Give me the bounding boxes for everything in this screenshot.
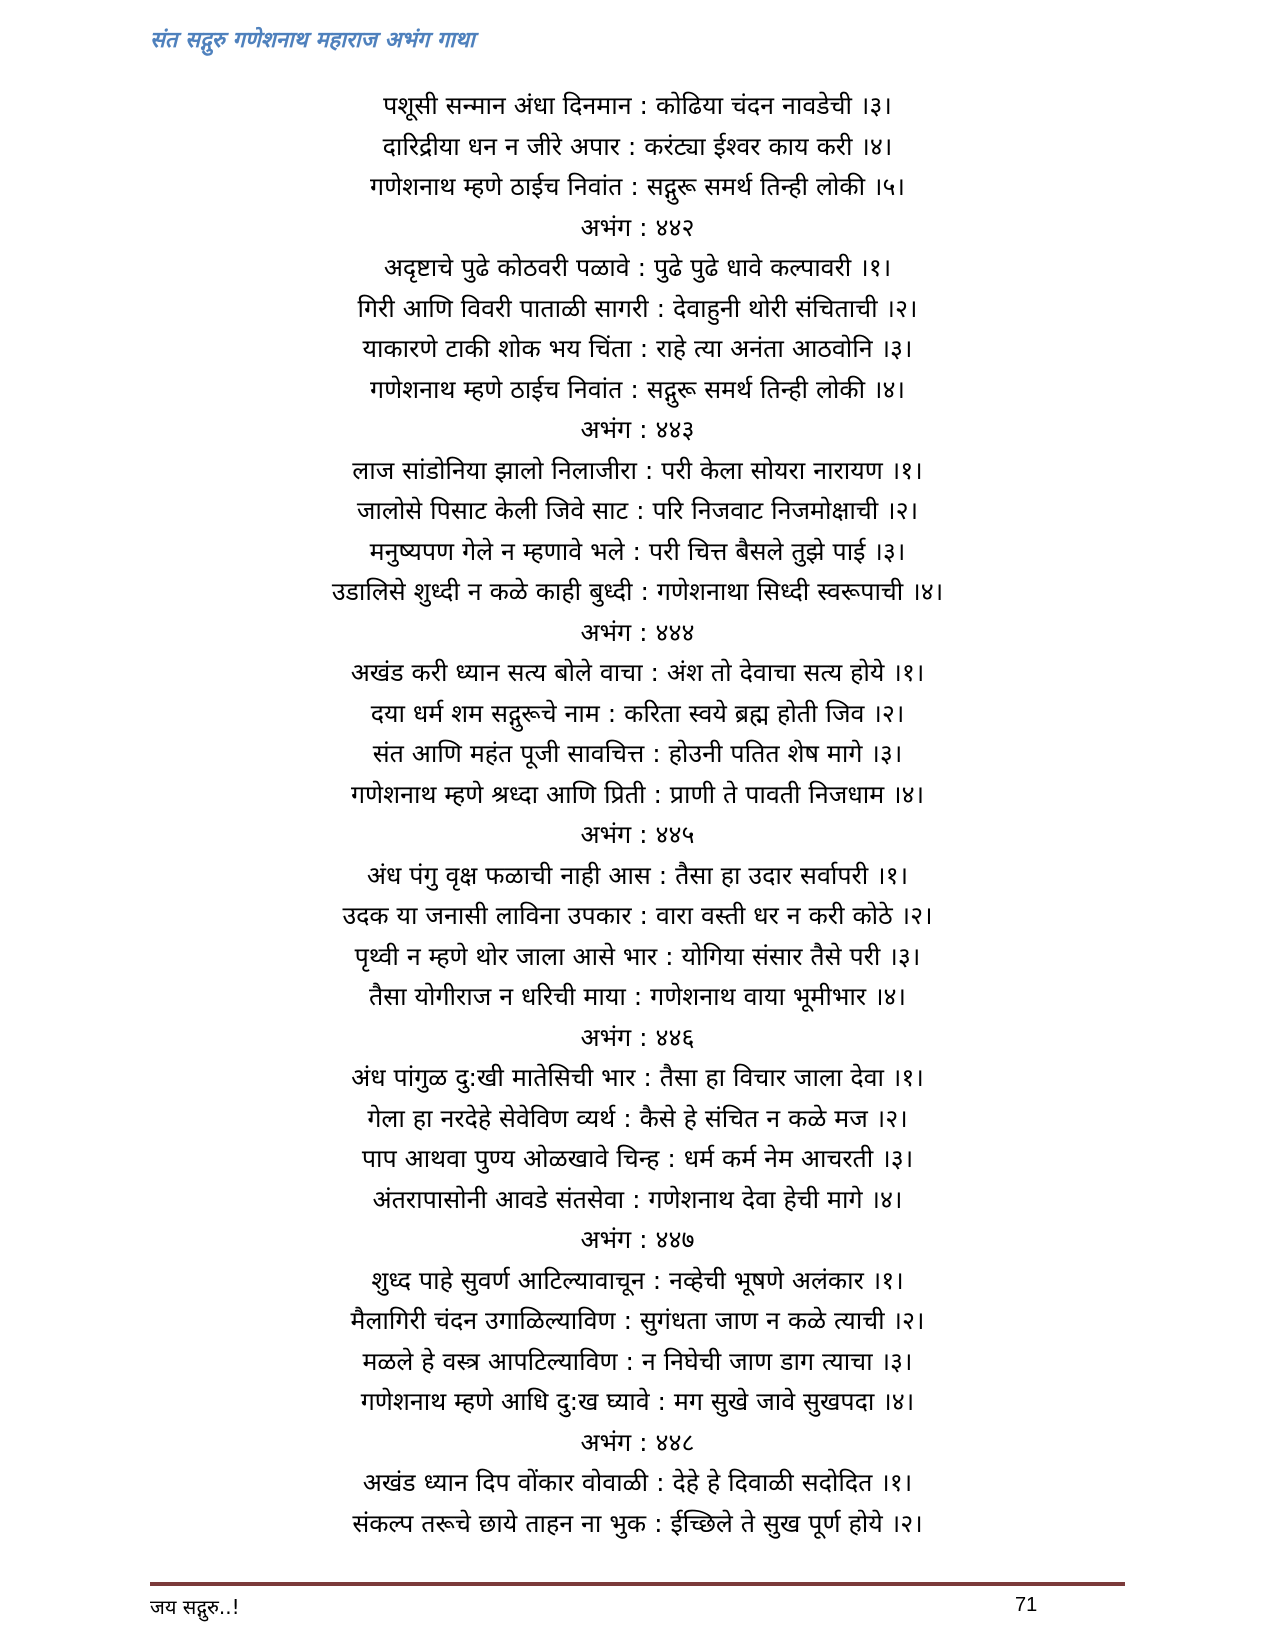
abhang-heading: अभंग : ४४३	[580, 415, 695, 444]
footer-divider	[150, 1582, 1125, 1586]
verse-line: अखंड ध्यान दिप वोंकार वोवाळी : देहे हे दिवाळी सदोदित ।१।	[362, 1468, 913, 1497]
verse-line: संकल्प तरूचे छाये ताहन ना भुक : ईच्छिले ते सुख पूर्ण होये ।२।	[352, 1508, 923, 1538]
verse-line: गणेशनाथ म्हणे ठाईच निवांत : सद्गुरू समर्थ तिन्ही लोकी ।५।	[370, 172, 905, 201]
verse-line: याकारणे टाकी शोक भय चिंता : राहे त्या अनंता आठवोनि ।३।	[362, 334, 913, 363]
verse-line: पृथ्वी न म्हणे थोर जाला आसे भार : योगिया संसार तैसे परी ।३।	[354, 941, 921, 971]
verse-line: अंध पांगुळ दु:खी मातेसिची भार : तैसा हा विचार जाला देवा ।१।	[351, 1063, 924, 1092]
verse-line: गणेशनाथ म्हणे आधि दु:ख घ्यावे : मग सुखे जावे सुखपदा ।४।	[360, 1387, 915, 1416]
verse-line: मनुष्यपण गेले न म्हणावे भले : परी चित्त बैसले तुझे पाई ।३।	[369, 536, 906, 566]
verse-line: तैसा योगीराज न धरिची माया : गणेशनाथ वाया भूमीभार ।४।	[368, 982, 907, 1011]
verse-line: अंतरापासोनी आवडे संतसेवा : गणेशनाथ देवा हेची मागे ।४।	[372, 1184, 903, 1214]
abhang-heading: अभंग : ४४७	[580, 1225, 695, 1254]
verse-line: शुध्द पाहे सुवर्ण आटिल्यावाचून : नव्हेची भूषणे अलंकार ।१।	[371, 1265, 904, 1295]
verse-line: उदक या जनासी लाविना उपकार : वारा वस्ती धर न करी कोठे ।२।	[342, 901, 933, 930]
verse-line: उडालिसे शुध्दी न कळे काही बुध्दी : गणेशनाथा सिध्दी स्वरूपाची ।४।	[331, 577, 944, 606]
abhang-heading: अभंग : ४४८	[580, 1427, 695, 1457]
verse-line: अखंड करी ध्यान सत्य बोले वाचा : अंश तो देवाचा सत्य होये ।१।	[350, 658, 925, 687]
abhang-text-body	[150, 86, 1125, 1544]
verse-line: गिरी आणि विवरी पाताळी सागरी : देवाहुनी थोरी संचिताची ।२।	[357, 293, 918, 323]
abhang-heading: अभंग : ४४५	[580, 820, 695, 849]
verse-line: मैलागिरी चंदन उगाळिल्याविण : सुगंधता जाण न कळे त्याची ।२।	[350, 1306, 925, 1335]
verse-line: संत आणि महंत पूजी सावचित्त : होउनी पतित शेष मागे ।३।	[372, 739, 903, 768]
page-header-title: संत सद्गुरु गणेशनाथ महाराज अभंग गाथा	[150, 28, 475, 53]
page-number: 71	[1015, 1594, 1038, 1616]
verse-line: अदृष्टाचे पुढे कोठवरी पळावे : पुढे पुढे धावे कल्पावरी ।१।	[383, 253, 892, 282]
verse-line: दारिद्रीया धन न जीरे अपार : करंट्या ईश्वर काय करी ।४।	[382, 131, 893, 161]
abhang-heading: अभंग : ४४६	[580, 1022, 695, 1052]
abhang-heading: अभंग : ४४२	[580, 212, 695, 242]
abhang-heading: अभंग : ४४४	[580, 617, 695, 647]
verse-line: पाप आथवा पुण्य ओळखावे चिन्ह : धर्म कर्म नेम आचरती ।३।	[361, 1144, 914, 1173]
verse-line: मळले हे वस्त्र आपटिल्याविण : न निघेची जाण डाग त्याचा ।३।	[362, 1346, 913, 1376]
verse-line: गणेशनाथ म्हणे श्रध्दा आणि प्रिती : प्राणी ते पावती निजधाम ।४।	[350, 779, 925, 809]
footer-text: जय सद्गुरु..!	[150, 1595, 240, 1619]
verse-line: दया धर्म शम सद्गुरूचे नाम : करिता स्वये ब्रह्म होती जिव ।२।	[370, 698, 905, 728]
verse-line: गणेशनाथ म्हणे ठाईच निवांत : सद्गुरू समर्थ तिन्ही लोकी ।४।	[370, 374, 905, 404]
verse-line: जालोसे पिसाट केली जिवे साट : परि निजवाट निजमोक्षाची ।२।	[356, 496, 919, 525]
verse-line: लाज सांडोनिया झालो निलाजीरा : परी केला सोयरा नारायण ।१।	[352, 455, 923, 485]
verse-line: गेला हा नरदेहे सेवेविण व्यर्थ : कैसे हे संचित न कळे मज ।२।	[367, 1103, 908, 1133]
verse-line: अंध पंगु वृक्ष फळाची नाही आस : तैसा हा उदार सर्वापरी ।१।	[366, 860, 909, 890]
verse-line: पशूसी सन्मान अंधा दिनमान : कोढिया चंदन नावडेची ।३।	[383, 91, 892, 120]
